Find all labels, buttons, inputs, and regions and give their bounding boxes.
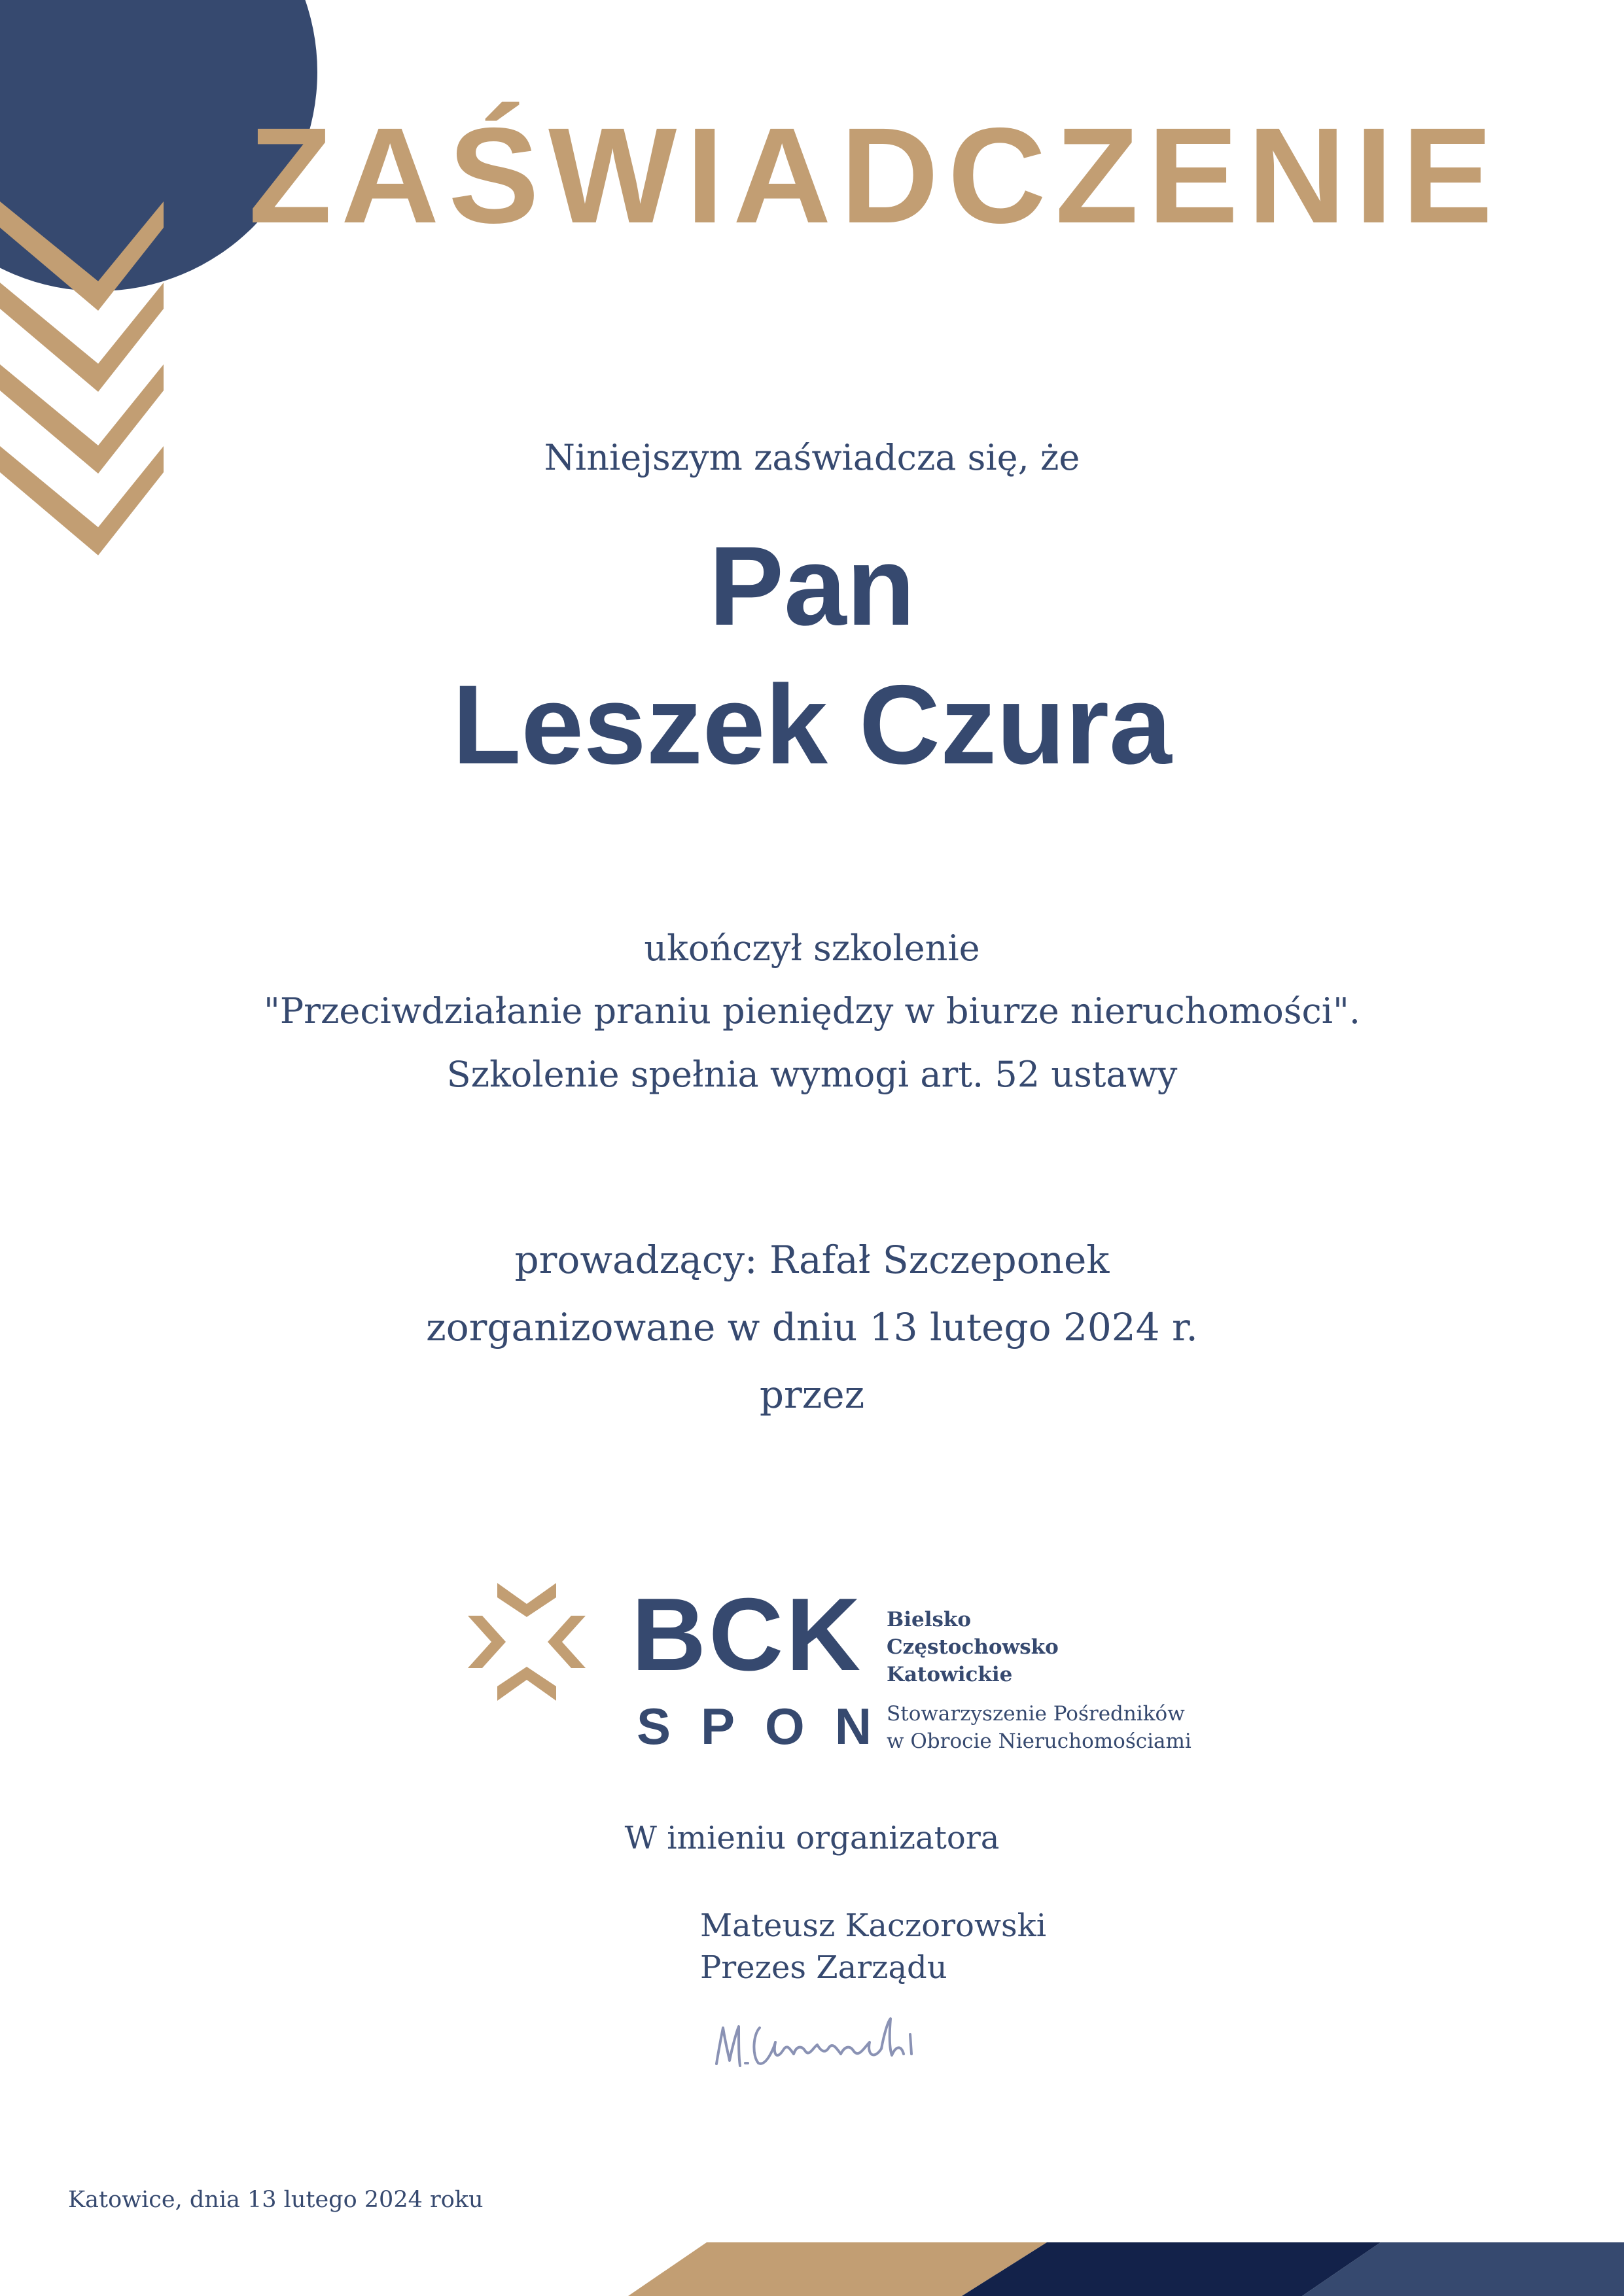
logo-spon-text: SPON bbox=[637, 1697, 902, 1755]
organized-date-text: zorganizowane w dniu 13 lutego 2024 r. bbox=[426, 1305, 1198, 1349]
signatory-block bbox=[700, 1905, 1046, 1989]
logo-association-line-1: Stowarzyszenie Pośredników bbox=[887, 1702, 1185, 1726]
signatory-name: Mateusz Kaczorowski bbox=[700, 1907, 1047, 1944]
course-title: "Przeciwdziałanie praniu pieniędzy w biurze nieruchomości". bbox=[263, 990, 1360, 1032]
place-date-footer: Katowice, dnia 13 lutego 2024 roku bbox=[68, 2187, 484, 2213]
corner-decoration bbox=[0, 0, 327, 589]
completed-text: ukończył szkolenie bbox=[644, 928, 980, 969]
intro-text: Niniejszym zaświadcza się, że bbox=[544, 437, 1080, 478]
organized-by-text: przez bbox=[759, 1372, 865, 1417]
handwritten-signature bbox=[710, 2008, 926, 2080]
logo-region-line-3: Katowickie bbox=[887, 1663, 1013, 1686]
signatory-role: Prezes Zarządu bbox=[700, 1949, 947, 1986]
bottom-decorative-band bbox=[0, 2237, 1624, 2296]
star-x-mark-icon bbox=[468, 1583, 586, 1701]
recipient-name: Leszek Czura bbox=[452, 662, 1172, 788]
on-behalf-text: W imieniu organizatora bbox=[624, 1820, 1000, 1856]
logo-bck-text: BCK bbox=[631, 1577, 864, 1692]
logo-region-line-1: Bielsko bbox=[887, 1608, 972, 1631]
organizer-logo bbox=[468, 1577, 1201, 1766]
logo-region-line-2: Częstochowsko bbox=[887, 1635, 1059, 1659]
recipient-honorific: Pan bbox=[709, 523, 915, 649]
certificate-title: ZAŚWIADCZENIE bbox=[249, 100, 1502, 252]
logo-association-line-2: w Obrocie Nieruchomościami bbox=[887, 1730, 1192, 1753]
requirement-text: Szkolenie spełnia wymogi art. 52 ustawy bbox=[446, 1054, 1178, 1095]
instructor-text: prowadzący: Rafał Szczeponek bbox=[514, 1238, 1110, 1282]
